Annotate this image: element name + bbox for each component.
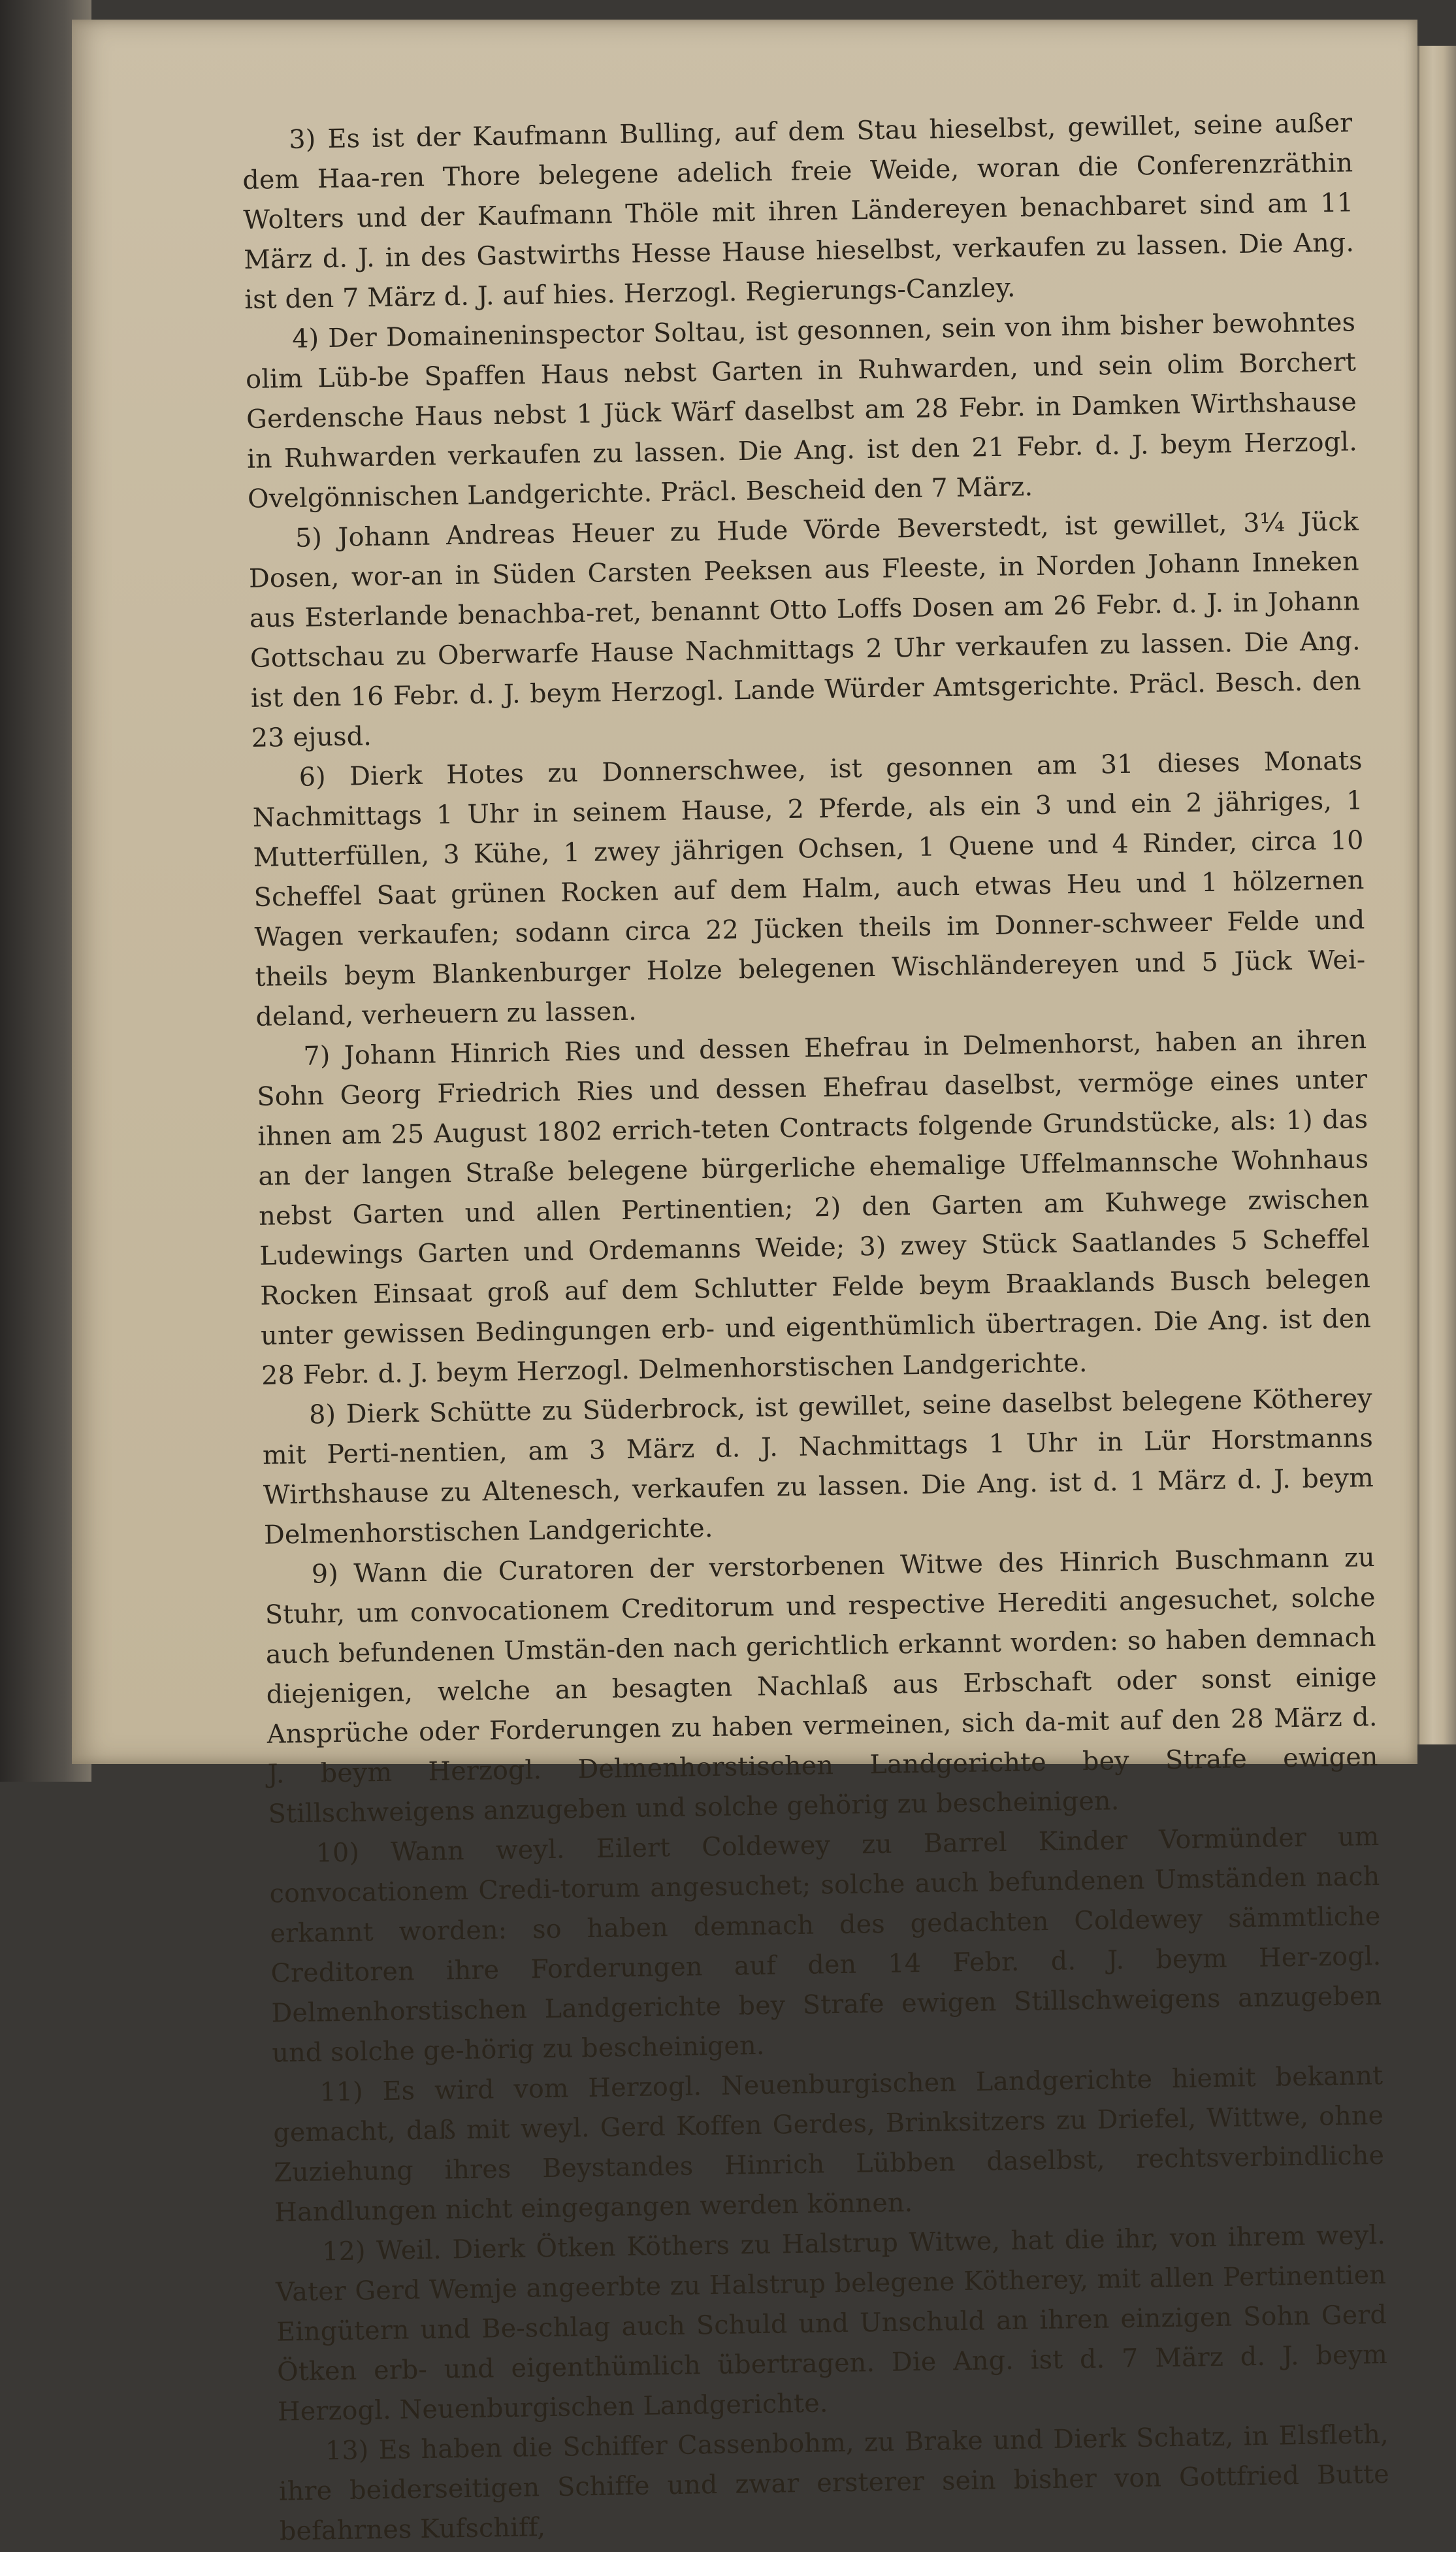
- entry-11: 11) Es wird vom Herzogl. Neuenburgischen Landgerichte hiemit bekannt gemacht, daß mit weyl. Gerd Koffen Gerdes, Brinksitzers zu Driefel, Wittwe, ohne Zuziehung ihres Beystandes Hinrich Lübben daselbst, rechtsverbindliche Handlungen nicht eingegangen werden können.: [273, 2060, 1385, 2228]
- entry-8: 8) Dierk Schütte zu Süderbrock, ist gewillet, seine daselbst belegene Kötherey mit Perti-nentien, am 3 März d. J. Nachmittags 1 Uhr in Lür Horstmanns Wirthshause zu Altenesch, verkaufen zu lassen. Die Ang. ist d. 1 März d. J. beym Delmenhorstischen Landgerichte.: [262, 1383, 1374, 1550]
- entry-9: 9) Wann die Curatoren der verstorbenen Witwe des Hinrich Buschmann zu Stuhr, um convocationem Creditorum und respective Herediti angesuchet, solche auch befundenen Umstän-den nach gerichtlich erkannt worden: so haben demnach diejenigen, welche an besagten Nachlaß aus Erbschaft oder sonst einige Ansprüche oder Forderungen zu haben vermeinen, sich da-mit auf den 28 März d. J. beym Herzogl. Delmenhorstischen Landgerichte bey Strafe ewigen Stillschweigens anzugeben und solche gehörig zu bescheinigen.: [265, 1543, 1378, 1829]
- entry-10: 10) Wann weyl. Eilert Coldewey zu Barrel Kinder Vormünder um convocationem Credi-torum angesuchet; solche auch befundenen Umständen nach erkannt worden: so haben demnach des gedachten Coldewey sämmtliche Creditoren ihre Forderungen auf den 14 Febr. d. J. beym Her-zogl. Delmenhorstischen Landgerichte bey Strafe ewigen Stillschweigens anzugeben und solche ge-hörig zu bescheinigen.: [269, 1821, 1382, 2069]
- page-text-block: [242, 103, 1390, 2551]
- page-edge-line: [1417, 46, 1419, 1744]
- page-fore-edge: [1414, 46, 1456, 1744]
- entry-7: 7) Johann Hinrich Ries und dessen Ehefrau in Delmenhorst, haben an ihren Sohn Georg Friedrich Ries und dessen Ehefrau daselbst, vermöge eines unter ihnen am 25 August 1802 errich-teten Contracts folgende Grundstücke, als: 1) das an der langen Straße belegene bürgerliche ehemalige Uffelmannsche Wohnhaus nebst Garten und allen Pertinentien; 2) den Garten am Kuhwege zwischen Ludewings Garten und Ordemanns Weide; 3) zwey Stück Saatlandes 5 Scheffel Rocken Einsaat groß auf dem Schlutter Felde beym Braaklands Busch belegen unter gewissen Bedingungen erb- und eigenthümlich übertragen. Die Ang. ist den 28 Febr. d. J. beym Herzogl. Delmenhorstischen Landgerichte.: [257, 1024, 1372, 1391]
- entry-6: 6) Dierk Hotes zu Donnerschwee, ist gesonnen am 31 dieses Monats Nachmittags 1 Uhr in seinem Hause, 2 Pferde, als ein 3 und ein 2 jähriges, 1 Mutterfüllen, 3 Kühe, 1 zwey jährigen Ochsen, 1 Quene und 4 Rinder, circa 10 Scheffel Saat grünen Rocken auf dem Halm, auch etwas Heu und 1 hölzernen Wagen verkaufen; sodann circa 22 Jücken theils im Donner-schweer Felde und theils beym Blankenburger Holze belegenen Wischländereyen und 5 Jück Wei-deland, verheuern zu lassen.: [252, 745, 1366, 1032]
- entry-3: 3) Es ist der Kaufmann Bulling, auf dem Stau hieselbst, gewillet, seine außer dem Haa-ren Thore belegene adelich freie Weide, woran die Conferenzräthin Wolters und der Kaufmann Thöle mit ihren Ländereyen benachbaret sind am 11 März d. J. in des Gastwirths Hesse Hause hieselbst, verkaufen zu lassen. Die Ang. ist den 7 März d. J. auf hies. Herzogl. Regierungs-Canzley.: [242, 108, 1355, 315]
- entry-4: 4) Der Domaineninspector Soltau, ist gesonnen, sein von ihm bisher bewohntes olim Lüb-be Spaffen Haus nebst Garten in Ruhwarden, und sein olim Borchert Gerdensche Haus nebst 1 Jück Wärf daselbst am 28 Febr. in Damken Wirthshause in Ruhwarden verkaufen zu lassen. Die Ang. ist den 21 Febr. d. J. beym Herzogl. Ovelgönnischen Landgerichte. Präcl. Bescheid den 7 März.: [245, 307, 1358, 514]
- entry-12: 12) Weil. Dierk Ötken Köthers zu Halstrup Witwe, hat die ihr, von ihrem weyl. Vater Gerd Wemje angeerbte zu Halstrup belegene Kötherey, mit allen Pertinentien Eingütern und Be-schlag auch Schuld und Unschuld an ihren einzigen Sohn Gerd Ötken erb- und eigenthümlich übertragen. Die Ang. ist d. 7 März d. J. beym Herzogl. Neuenburgischen Landgerichte.: [275, 2219, 1388, 2427]
- entry-5: 5) Johann Andreas Heuer zu Hude Vörde Beverstedt, ist gewillet, 3¼ Jück Dosen, wor-an in Süden Carsten Peeksen aus Fleeste, in Norden Johann Inneken aus Esterlande benachba-ret, benannt Otto Loffs Dosen am 26 Febr. d. J. in Johann Gottschau zu Oberwarfe Hause Nachmittags 2 Uhr verkaufen zu lassen. Die Ang. ist den 16 Febr. d. J. beym Herzogl. Lande Würder Amtsgerichte. Präcl. Besch. den 23 ejusd.: [248, 506, 1362, 753]
- entry-13: 13) Es haben die Schiffer Cassenbohm, zu Brake und Dierk Schatz, in Elsfleth, ihre beiderseitigen Schiffe und zwar ersterer sein bisher von Gottfried Butte befahrnes Kufschiff,: [278, 2419, 1390, 2547]
